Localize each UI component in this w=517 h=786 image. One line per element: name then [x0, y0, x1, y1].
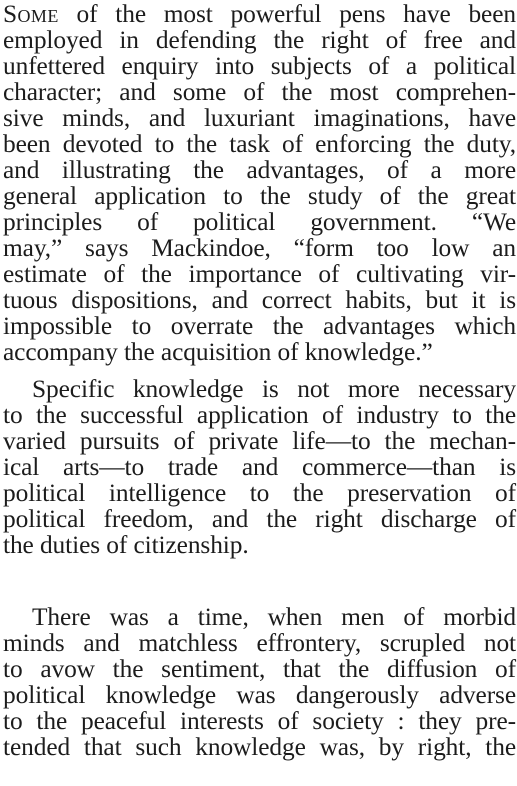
- text-line: political freedom, and the right discharge of: [3, 505, 516, 533]
- text-line: unfettered enquiry into subjects of a political: [3, 52, 516, 80]
- text-line: principles of political government. “We: [3, 208, 516, 236]
- text-line: to avow the sentiment, that the diffusion of: [3, 655, 516, 683]
- text-line: been devoted to the task of enforcing the duty,: [3, 130, 516, 158]
- text-line: may,” says Mackindoe, “form too low an: [3, 234, 516, 262]
- text-line: to the peaceful interests of society : they pre-: [3, 707, 516, 735]
- text-line: Specific knowledge is not more necessary: [32, 375, 516, 403]
- text-line: and illustrating the advantages, of a more: [3, 156, 516, 184]
- text-line: tended that such knowledge was, by right, the: [3, 733, 516, 761]
- text-line: character; and some of the most comprehen-: [3, 78, 516, 106]
- text-line: employed in defending the right of free and: [3, 26, 516, 54]
- text-line: varied pursuits of private life—to the mechan-: [3, 427, 516, 455]
- text-line: political knowledge was dangerously adverse: [3, 681, 516, 709]
- text-line: ical arts—to trade and commerce—than is: [3, 453, 516, 481]
- text-line: the duties of citizenship.: [3, 531, 249, 559]
- text-line: political intelligence to the preservation of: [3, 479, 516, 507]
- text-line: There was a time, when men of morbid: [32, 603, 516, 631]
- text-line: impossible to overrate the advantages which: [3, 312, 516, 340]
- text-line: minds and matchless effrontery, scrupled not: [3, 629, 516, 657]
- text-line: accompany the acquisition of knowledge.”: [3, 338, 433, 366]
- text-line: Some of the most powerful pens have been: [3, 0, 516, 28]
- text-line: sive minds, and luxuriant imaginations, have: [3, 104, 516, 132]
- text-line: general application to the study of the great: [3, 182, 516, 210]
- text-line: tuous dispositions, and correct habits, but it is: [3, 286, 516, 314]
- text-line: estimate of the importance of cultivating vir-: [3, 260, 516, 288]
- small-caps-lead-in: Some: [3, 0, 59, 28]
- text-line: to the successful application of industry to the: [3, 401, 516, 429]
